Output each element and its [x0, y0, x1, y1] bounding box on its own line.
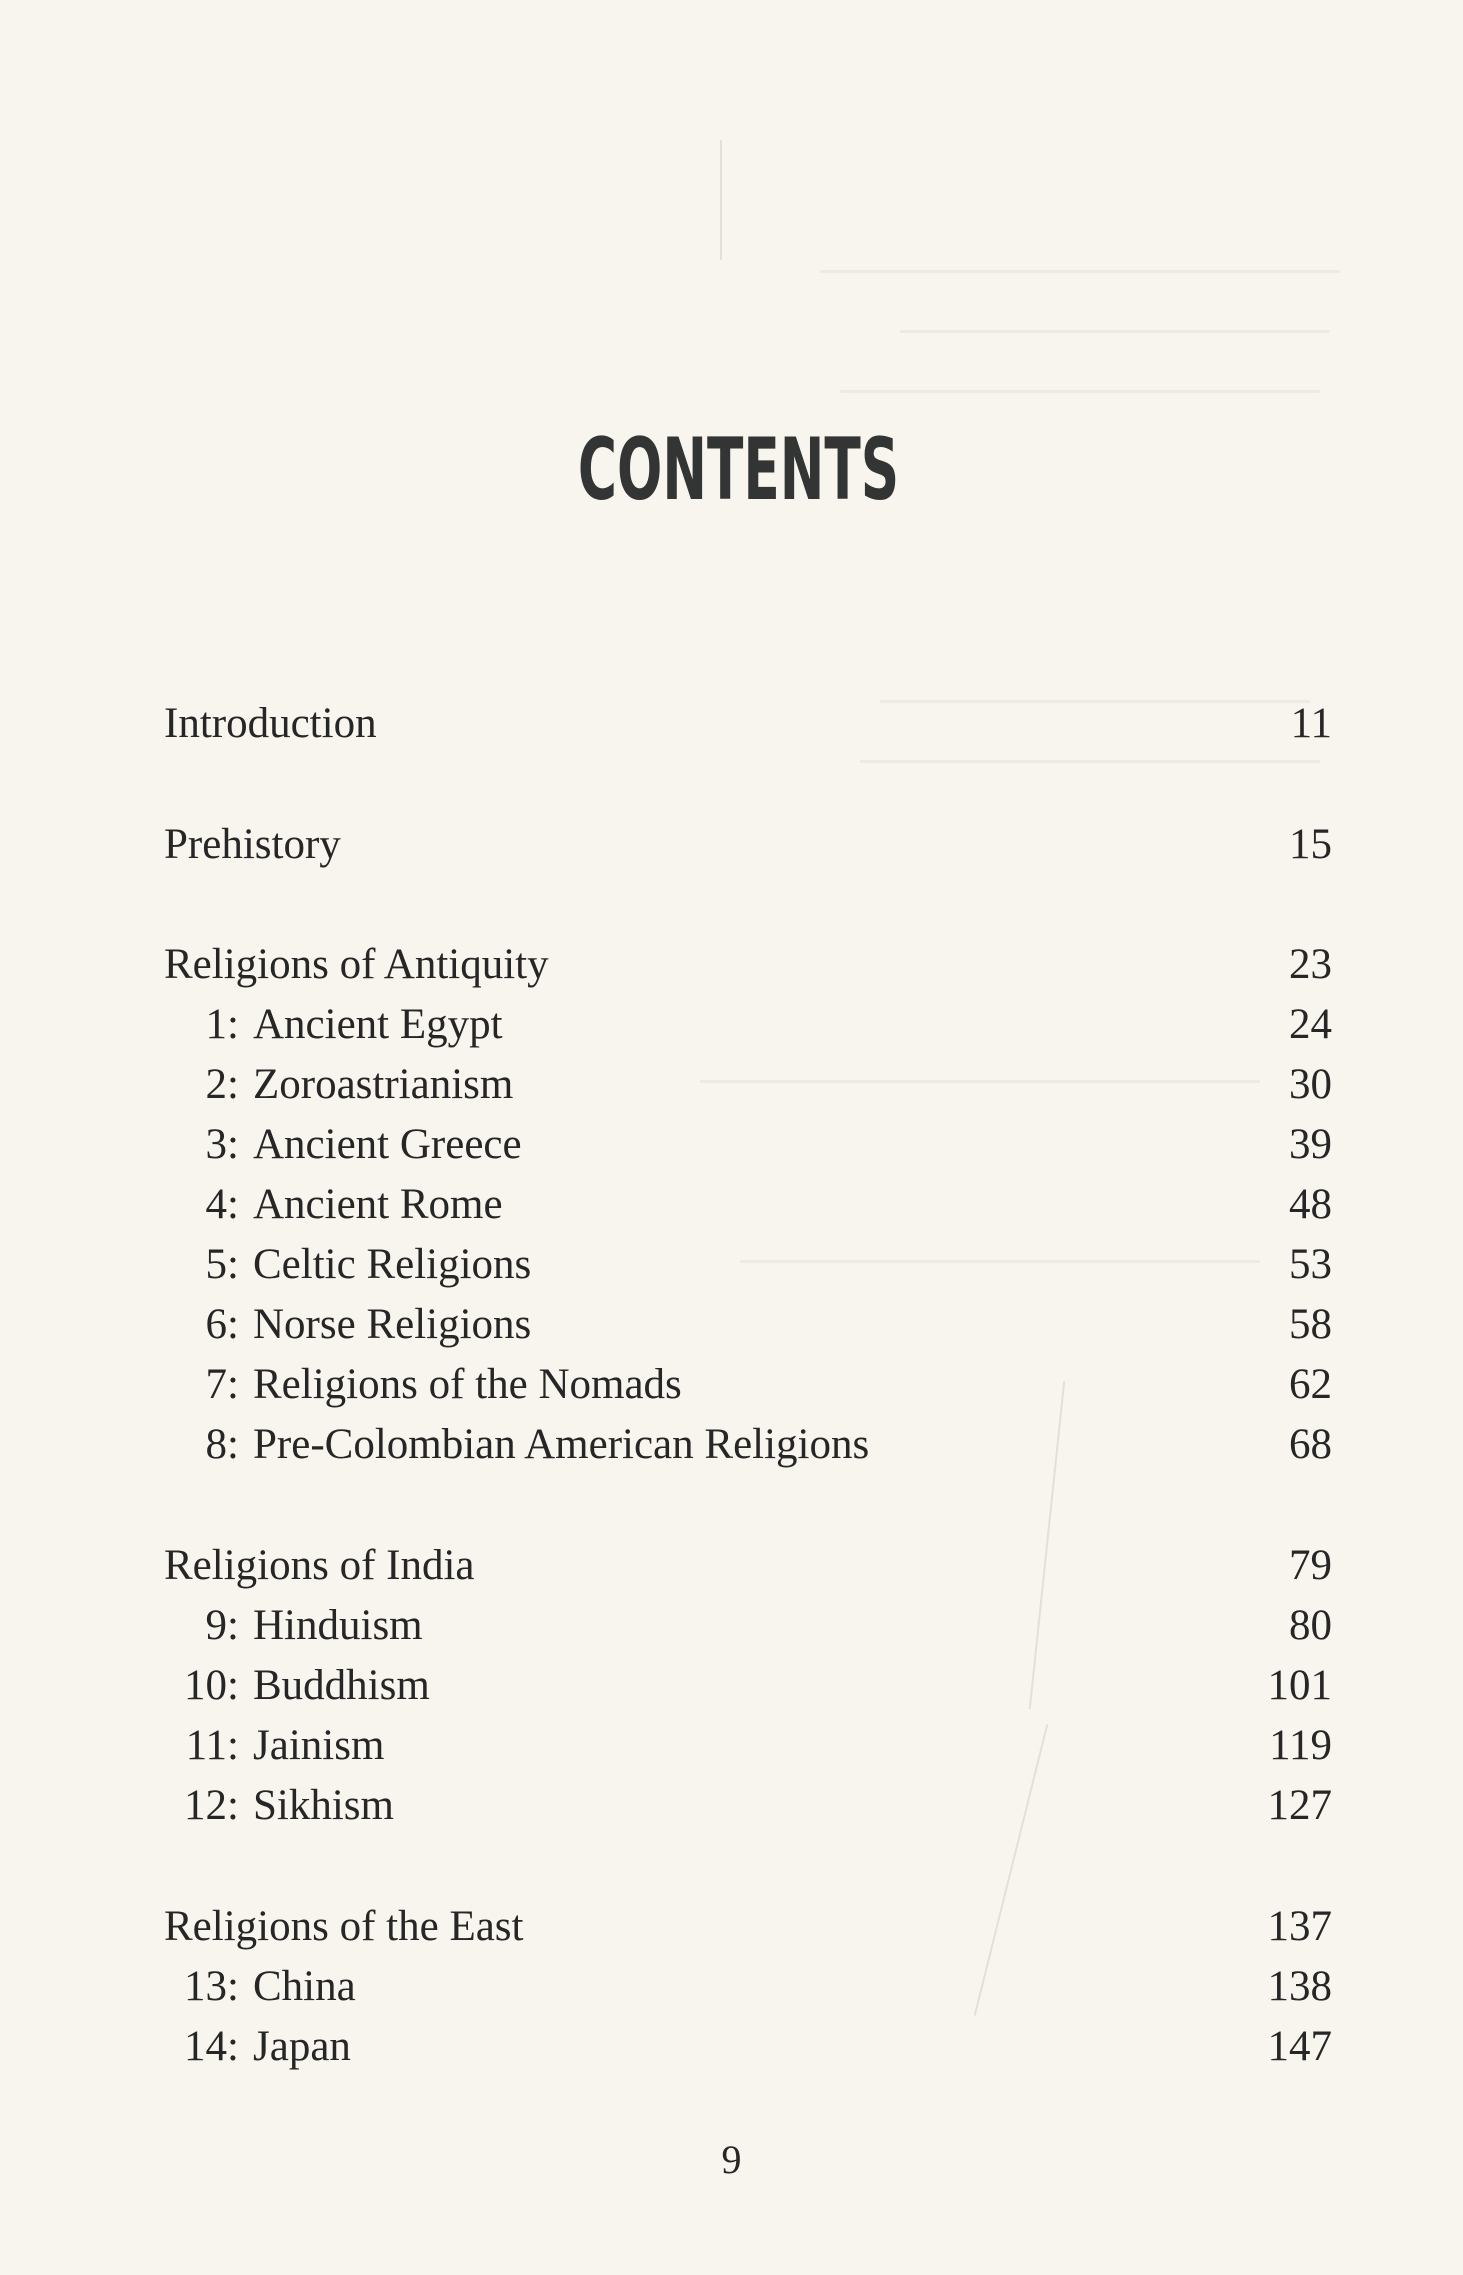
toc-chapter — [164, 1115, 1332, 1175]
chapter-number: 2: — [205, 1061, 239, 1108]
toc-chapter — [164, 1716, 1332, 1776]
chapter-number: 6: — [205, 1301, 239, 1348]
toc-section-title: Religions of India — [164, 1542, 475, 1589]
chapter-title: Ancient Greece — [253, 1121, 522, 1168]
toc-entry-page: 58 — [1289, 1301, 1332, 1348]
chapter-title: Jainism — [253, 1722, 385, 1769]
toc-section-title: Religions of Antiquity — [164, 941, 549, 988]
toc-chapter — [164, 1055, 1332, 1115]
chapter-number: 3: — [205, 1121, 239, 1168]
toc-section — [164, 1897, 1332, 1957]
toc-entry-page: 137 — [1267, 1903, 1332, 1950]
toc-entry-page: 15 — [1289, 821, 1332, 868]
toc-entry-page: 79 — [1289, 1542, 1332, 1589]
toc-entry-page: 119 — [1269, 1722, 1332, 1769]
chapter-title: Norse Religions — [253, 1301, 532, 1348]
toc-chapter — [164, 1596, 1332, 1656]
chapter-number: 5: — [205, 1241, 239, 1288]
toc-entry-page: 101 — [1267, 1662, 1332, 1709]
toc-entry-page: 53 — [1289, 1241, 1332, 1288]
toc-entry-page: 39 — [1289, 1121, 1332, 1168]
toc-entry-page: 147 — [1267, 2023, 1332, 2070]
chapter-title: Pre-Colombian American Religions — [253, 1421, 870, 1468]
toc-chapter — [164, 1235, 1332, 1295]
toc-chapter — [164, 1295, 1332, 1355]
chapter-title: Japan — [253, 2023, 351, 2070]
toc-chapter — [164, 1415, 1332, 1475]
chapter-number: 8: — [205, 1421, 239, 1468]
chapter-number: 9: — [205, 1602, 239, 1649]
toc-entry-page: 24 — [1289, 1001, 1332, 1048]
toc-chapter — [164, 1656, 1332, 1716]
toc-chapter — [164, 1957, 1332, 2017]
contents-heading: CONTENTS — [577, 420, 900, 520]
toc-entry-page: 138 — [1267, 1963, 1332, 2010]
chapter-title: Zoroastrianism — [253, 1061, 514, 1108]
toc-chapter — [164, 995, 1332, 1055]
chapter-title: Ancient Rome — [253, 1181, 503, 1228]
chapter-number: 11: — [185, 1722, 239, 1769]
toc-entry-page: 23 — [1289, 941, 1332, 988]
page-number: 9 — [721, 2137, 742, 2182]
toc-entry — [164, 694, 1332, 754]
chapter-title: Sikhism — [253, 1782, 394, 1829]
toc-entry-page: 127 — [1267, 1782, 1332, 1829]
toc-entry-page: 80 — [1289, 1602, 1332, 1649]
toc-chapter — [164, 2017, 1332, 2077]
toc-entry-page: 11 — [1290, 700, 1332, 747]
toc-section-title: Religions of the East — [164, 1903, 524, 1950]
chapter-title: Celtic Religions — [253, 1241, 532, 1288]
chapter-title: Ancient Egypt — [253, 1001, 503, 1048]
chapter-title: China — [253, 1963, 356, 2010]
chapter-number: 10: — [184, 1662, 239, 1709]
toc-entry-page: 48 — [1289, 1181, 1332, 1228]
toc-chapter — [164, 1355, 1332, 1415]
chapter-number: 12: — [184, 1782, 239, 1829]
toc-entry-page: 62 — [1289, 1361, 1332, 1408]
toc-entry-page: 30 — [1289, 1061, 1332, 1108]
chapter-number: 13: — [184, 1963, 239, 2010]
toc-section — [164, 1536, 1332, 1596]
toc-entry-page: 68 — [1289, 1421, 1332, 1468]
chapter-title: Buddhism — [253, 1662, 430, 1709]
toc-entry-title: Prehistory — [164, 821, 341, 868]
chapter-number: 1: — [205, 1001, 239, 1048]
toc-section — [164, 935, 1332, 995]
chapter-number: 7: — [205, 1361, 239, 1408]
chapter-title: Hinduism — [253, 1602, 423, 1649]
chapter-number: 4: — [205, 1181, 239, 1228]
chapter-number: 14: — [184, 2023, 239, 2070]
toc-chapter — [164, 1175, 1332, 1235]
table-of-contents — [164, 0, 1332, 2275]
chapter-title: Religions of the Nomads — [253, 1361, 682, 1408]
toc-chapter — [164, 1776, 1332, 1836]
toc-entry-title: Introduction — [164, 700, 377, 747]
toc-entry — [164, 815, 1332, 875]
